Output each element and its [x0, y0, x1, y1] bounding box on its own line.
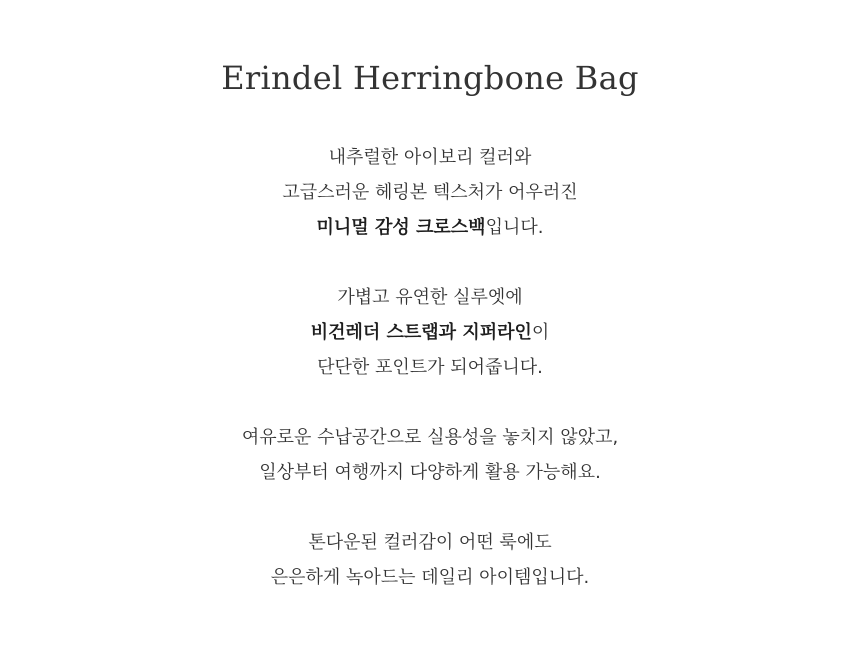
description-line — [0, 315, 860, 350]
line-suffix: 이 — [531, 322, 550, 343]
description-paragraph-1 — [0, 140, 860, 245]
highlight-text: 비건레더 스트랩과 지퍼라인 — [310, 322, 532, 343]
description-line: 단단한 포인트가 되어줍니다. — [317, 357, 543, 378]
description-line: 톤다운된 컬러감이 어떤 룩에도 — [308, 532, 552, 553]
description-line: 일상부터 여행까지 다양하게 활용 가능해요. — [259, 462, 601, 483]
description-paragraph-2 — [0, 280, 860, 385]
description-line — [0, 210, 860, 245]
product-title: Erindel Herringbone Bag — [221, 59, 639, 97]
description-line: 고급스러운 헤링본 텍스처가 어우러진 — [282, 182, 578, 203]
line-suffix: 입니다. — [485, 217, 544, 238]
description-line: 내추럴한 아이보리 컬러와 — [328, 147, 532, 168]
description-line: 가볍고 유연한 실루엣에 — [337, 287, 523, 308]
highlight-text: 미니멀 감성 크로스백 — [316, 217, 486, 238]
description-body — [0, 140, 860, 595]
description-paragraph-4 — [0, 525, 860, 595]
description-line: 여유로운 수납공간으로 실용성을 놓치지 않았고, — [241, 427, 619, 448]
description-paragraph-3 — [0, 420, 860, 490]
description-line: 은은하게 녹아드는 데일리 아이템입니다. — [270, 567, 590, 588]
